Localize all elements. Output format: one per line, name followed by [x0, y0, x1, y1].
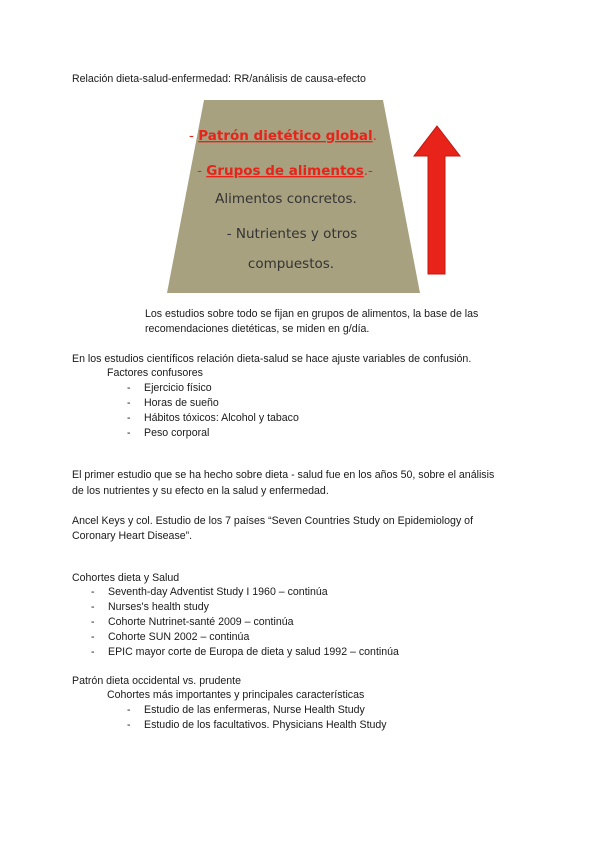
- ancel-keys-line-1: Ancel Keys y col. Estudio de los 7 países “Seven Countries Study on Epidemiology of: [72, 515, 474, 527]
- list-item: Nurses's health study: [108, 601, 209, 613]
- page-heading: Relación dieta-salud-enfermedad: RR/análisis de causa-efecto: [72, 73, 366, 85]
- caption-line-1: Los estudios sobre todo se fijan en grupos de alimentos, la base de las: [145, 308, 479, 320]
- pattern-title: Patrón dieta occidental vs. prudente: [72, 675, 242, 687]
- list-bullet: -: [127, 719, 131, 731]
- list-bullet: -: [127, 397, 131, 409]
- list-item: Hábitos tóxicos: Alcohol y tabaco: [144, 412, 299, 424]
- list-item: EPIC mayor corte de Europa de dieta y salud 1992 – continúa: [108, 646, 399, 658]
- pyramid-level-2: - Grupos de alimentos.-: [197, 163, 373, 179]
- list-item: Estudio de las enfermeras, Nurse Health Study: [144, 704, 365, 716]
- ancel-keys-line-2: Coronary Heart Disease”.: [72, 530, 193, 542]
- caption-line-2: recomendaciones dietéticas, se miden en g/día.: [145, 323, 370, 335]
- first-study-line-2: de los nutrientes y su efecto en la salud y enfermedad.: [72, 485, 329, 497]
- confounders-title: Factores confusores: [107, 367, 203, 379]
- list-bullet: -: [91, 601, 95, 613]
- pyramid-level-5: compuestos.: [247, 256, 335, 272]
- list-item: Cohorte SUN 2002 – continúa: [108, 631, 250, 643]
- pyramid-level-4: - Nutrientes y otros: [226, 226, 358, 242]
- list-bullet: -: [127, 382, 131, 394]
- list-bullet: -: [127, 704, 131, 716]
- list-bullet: -: [127, 412, 131, 424]
- list-bullet: -: [91, 616, 95, 628]
- list-item: Horas de sueño: [144, 397, 219, 409]
- list-item: Peso corporal: [144, 427, 210, 439]
- pyramid-level-1: - Patrón dietético global.: [189, 128, 377, 144]
- list-item: Seventh-day Adventist Study I 1960 – continúa: [108, 586, 328, 598]
- pattern-subtitle: Cohortes más importantes y principales características: [107, 689, 365, 701]
- list-item: Estudio de los facultativos. Physicians Health Study: [144, 719, 387, 731]
- list-bullet: -: [91, 646, 95, 658]
- list-bullet: -: [91, 586, 95, 598]
- up-arrow-icon: [414, 126, 460, 274]
- confounders-intro: En los estudios científicos relación dieta-salud se hace ajuste variables de confusión.: [72, 353, 472, 365]
- pyramid-figure: [0, 0, 600, 300]
- list-item: Ejercicio físico: [144, 382, 212, 394]
- cohorts-title: Cohortes dieta y Salud: [72, 572, 180, 584]
- first-study-line-1: El primer estudio que se ha hecho sobre dieta - salud fue en los años 50, sobre el análisis: [72, 469, 495, 481]
- pyramid-level-3: Alimentos concretos.: [215, 191, 357, 207]
- list-bullet: -: [91, 631, 95, 643]
- list-bullet: -: [127, 427, 131, 439]
- list-item: Cohorte Nutrinet-santé 2009 – continúa: [108, 616, 294, 628]
